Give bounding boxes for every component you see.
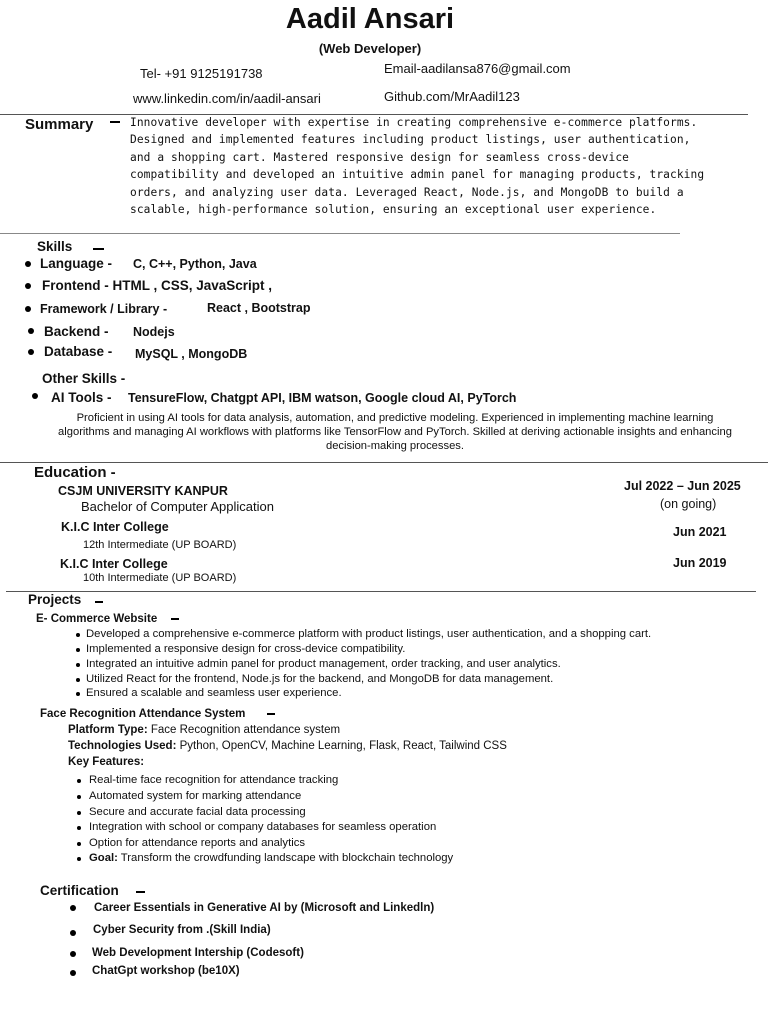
project-bullet: Developed a comprehensive e-commerce platform with product listings, user authentication, and a shopping cart. [86, 628, 652, 640]
resume-name: Aadil Ansari [285, 3, 455, 35]
feature-item: Automated system for marking attendance [89, 790, 302, 802]
tech-label: Technologies Used: [68, 740, 177, 752]
summary-dash [110, 121, 120, 123]
certification-item: Cyber Security from .(Skill India) [93, 924, 271, 936]
certification-item: ChatGpt workshop (be10X) [92, 965, 240, 977]
bullet-icon [76, 678, 80, 682]
resume-role: (Web Developer) [318, 41, 422, 56]
bullet-icon [28, 328, 34, 334]
education-detail: 12th Intermediate (UP BOARD) [83, 539, 237, 551]
bullet-icon [28, 349, 34, 355]
bullet-icon [32, 393, 38, 399]
skill-label-frontend: Frontend - HTML , CSS, JavaScript , [42, 278, 273, 293]
github-link[interactable]: Github.com/MrAadil123 [384, 89, 520, 104]
ai-tools-label: AI Tools - [51, 390, 112, 405]
certification-heading: Certification [40, 883, 119, 898]
tech-value: Python, OpenCV, Machine Learning, Flask, React, Tailwind CSS [176, 740, 507, 752]
projects-heading: Projects [28, 592, 82, 607]
bullet-icon [77, 826, 81, 830]
skill-value-database: MySQL , MongoDB [135, 347, 248, 361]
ai-tools-description: Proficient in using AI tools for data analysis, automation, and predictive modeling. Experienced in implementing machine learning algorithms and managing AI workflows with platforms like TensorFlow and PyTorch. Skilled at deriving actionable insights and enhancing decision-making processes. [58, 412, 732, 452]
divider [6, 591, 756, 592]
project-platform [68, 724, 340, 736]
feature-item: Secure and accurate facial data processing [89, 806, 306, 818]
education-school: K.I.C Inter College [60, 557, 168, 571]
projects-dash [95, 601, 103, 603]
project-goal [89, 852, 453, 864]
project-dash [267, 713, 275, 715]
bullet-icon [76, 648, 80, 652]
project-title-face: Face Recognition Attendance System [40, 708, 246, 720]
education-status: (on going) [660, 497, 717, 511]
goal-label: Goal: [89, 852, 118, 864]
feature-item: Option for attendance reports and analytics [89, 837, 306, 849]
bullet-icon [77, 811, 81, 815]
email-link[interactable]: Email-aadilansa876@gmail.com [384, 61, 571, 76]
skill-label-backend: Backend - [44, 324, 109, 339]
skill-value-language: C, C++, Python, Java [133, 257, 257, 271]
bullet-icon [76, 663, 80, 667]
project-bullet: Ensured a scalable and seamless user experience. [86, 687, 342, 699]
project-dash [171, 618, 179, 620]
bullet-icon [77, 842, 81, 846]
certification-dash [136, 891, 145, 893]
bullet-icon [70, 930, 76, 936]
feature-item: Real-time face recognition for attendance tracking [89, 774, 339, 786]
project-technologies [68, 740, 507, 752]
bullet-icon [70, 905, 76, 911]
certification-item: Web Development Intership (Codesoft) [92, 947, 304, 959]
skill-label-database: Database - [44, 344, 113, 359]
skill-label-framework: Framework / Library - [40, 302, 168, 316]
education-school: K.I.C Inter College [61, 520, 169, 534]
bullet-icon [25, 261, 31, 267]
key-features-label: Key Features: [68, 756, 145, 768]
ai-tools-value: TensureFlow, Chatgpt API, IBM watson, Google cloud AI, PyTorch [128, 391, 517, 405]
project-bullet: Integrated an intuitive admin panel for product management, order tracking, and user analytics. [86, 658, 561, 670]
project-bullet: Utilized React for the frontend, Node.js for the backend, and MongoDB for data management. [86, 673, 554, 685]
other-skills-heading: Other Skills - [42, 371, 126, 386]
bullet-icon [76, 633, 80, 637]
divider [0, 233, 680, 234]
bullet-icon [77, 857, 81, 861]
bullet-icon [76, 692, 80, 696]
linkedin-link[interactable]: www.linkedin.com/in/aadil-ansari [133, 91, 321, 106]
bullet-icon [25, 306, 31, 312]
skill-label-language: Language - [40, 256, 113, 271]
education-date: Jun 2019 [673, 556, 727, 570]
skills-dash [93, 248, 104, 250]
education-school: CSJM UNIVERSITY KANPUR [58, 484, 228, 498]
bullet-icon [77, 795, 81, 799]
bullet-icon [77, 779, 81, 783]
feature-item: Integration with school or company databases for seamless operation [89, 821, 437, 833]
project-bullet: Implemented a responsive design for cross-device compatibility. [86, 643, 406, 655]
summary-text: Innovative developer with expertise in creating comprehensive e-commerce platforms. Designed and implemented features including product listings, user authentication, and a shopping cart. Mastered responsive design for seamless cross-device compatibility and developed an intuitive admin panel for managing products, tracking orders, and analyzing user data. Leveraged React, Node.js, and MongoDB to build a scalable, high-performance solution, ensuring an exceptional user experience. [130, 116, 705, 217]
education-detail: 10th Intermediate (UP BOARD) [83, 572, 237, 584]
bullet-icon [70, 951, 76, 957]
education-date: Jul 2022 – Jun 2025 [624, 479, 741, 493]
platform-value: Face Recognition attendance system [147, 724, 341, 736]
skills-heading: Skills [37, 239, 73, 254]
bullet-icon [70, 970, 76, 976]
skill-value-backend: Nodejs [133, 325, 175, 339]
education-degree: Bachelor of Computer Application [81, 499, 274, 514]
goal-value: Transform the crowdfunding landscape with blockchain technology [117, 852, 454, 864]
certification-item: Career Essentials in Generative AI by (Microsoft and Linkedln) [94, 902, 435, 914]
platform-label: Platform Type: [68, 724, 148, 736]
skill-value-framework: React , Bootstrap [207, 301, 311, 315]
bullet-icon [25, 283, 31, 289]
education-date: Jun 2021 [673, 525, 727, 539]
summary-heading: Summary [25, 116, 94, 133]
education-heading: Education - [34, 464, 116, 481]
project-title-ecommerce: E- Commerce Website [36, 613, 158, 625]
divider [0, 462, 768, 463]
phone-text: Tel- +91 9125191738 [140, 66, 263, 81]
